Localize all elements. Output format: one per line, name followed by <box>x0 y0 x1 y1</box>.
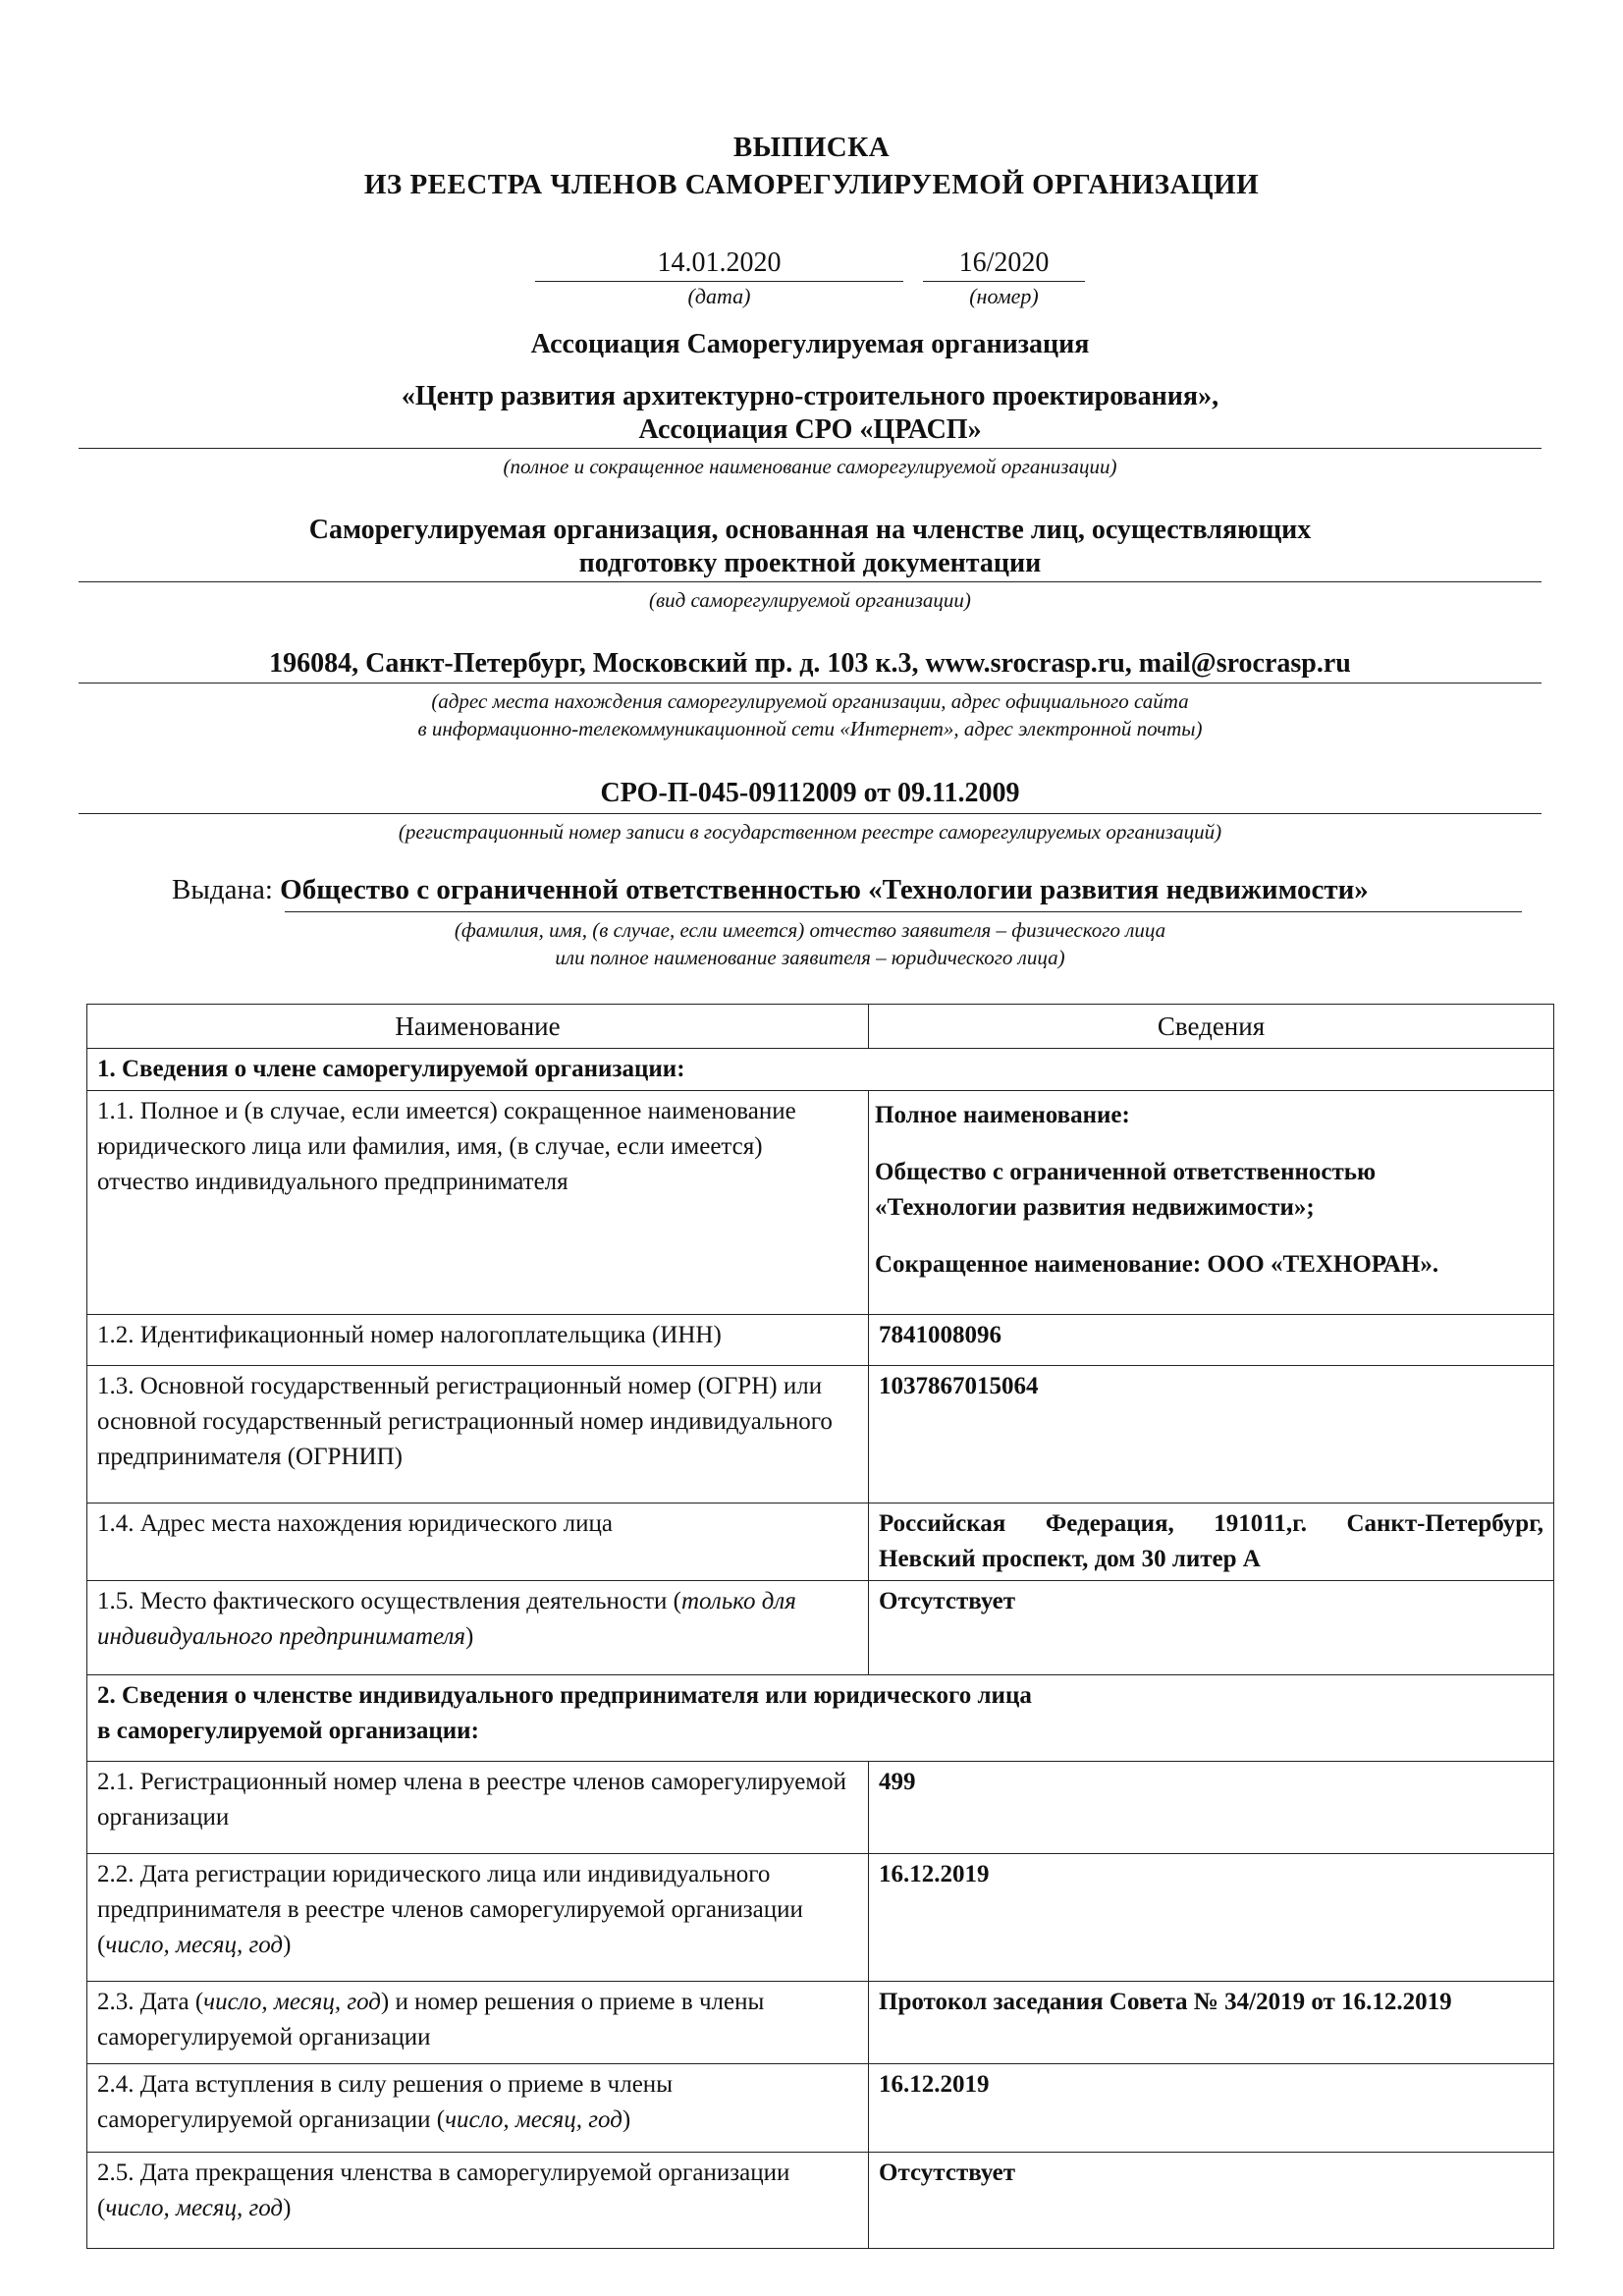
row-1-4-value: Российская Федерация, 191011,г. Санкт-Петербург, Невский проспект, дом 30 литер А <box>869 1503 1554 1581</box>
table-row <box>87 1762 1554 1854</box>
row-2-3-label: 2.3. Дата (число, месяц, год) и номер решения о приеме в члены саморегулируемой организации <box>87 1982 869 2064</box>
document-subtitle: ИЗ РЕЕСТРА ЧЛЕНОВ САМОРЕГУЛИРУЕМОЙ ОРГАНИЗАЦИИ <box>363 169 1260 200</box>
full-name-title: Полное наименование: <box>875 1102 1130 1128</box>
row-2-3-value: Протокол заседания Совета № 34/2019 от 16.12.2019 <box>869 1982 1554 2064</box>
column-header-name: Наименование <box>87 1005 869 1049</box>
row-1-1-value <box>869 1091 1554 1315</box>
table-row <box>87 1366 1554 1503</box>
org-name-line2: «Центр развития архитектурно-строительного проектирования», <box>401 381 1219 411</box>
section-1-heading: 1. Сведения о члене саморегулируемой организации: <box>87 1049 1554 1091</box>
table-row <box>87 2153 1554 2249</box>
row-1-1-label: 1.1. Полное и (в случае, если имеется) сокращенное наименование юридического лица или фамилия, имя, (в случае, если имеется) отчество индивидуального предпринимателя <box>87 1091 869 1315</box>
registry-table <box>86 1004 1554 2249</box>
org-type-line2: подготовку проектной документации <box>578 548 1042 578</box>
row-2-4-label: 2.4. Дата вступления в силу решения о приеме в члены саморегулируемой организации (число, месяц, год) <box>87 2064 869 2153</box>
org-name-line1: Ассоциация Саморегулируемая организация <box>530 329 1090 359</box>
org-type-line1: Саморегулируемая организация, основанная на членстве лиц, осуществляющих <box>308 515 1312 545</box>
table-row <box>87 1503 1554 1581</box>
table-header-row <box>87 1005 1554 1049</box>
org-name-rule <box>79 448 1542 449</box>
org-address-caption-2: в информационно-телекоммуникационной сети «Интернет», адрес электронной почты) <box>417 717 1203 740</box>
date-field <box>535 246 903 309</box>
table-section-row <box>87 1675 1554 1762</box>
issued-value: Общество с ограниченной ответственностью «Технологии развития недвижимости» <box>280 874 1369 905</box>
issued-to <box>172 874 1369 906</box>
table-row <box>87 1091 1554 1315</box>
short-name: Сокращенное наименование: ООО «ТЕХНОРАН». <box>875 1251 1439 1278</box>
number-field <box>923 246 1085 309</box>
row-2-4-value: 16.12.2019 <box>869 2064 1554 2153</box>
table-row <box>87 1315 1554 1366</box>
org-name-caption: (полное и сокращенное наименование саморегулируемой организации) <box>503 455 1117 478</box>
org-address: 196084, Санкт-Петербург, Московский пр. д. 103 к.3, www.srocrasp.ru, mail@srocrasp.ru <box>269 648 1351 679</box>
row-1-5-value: Отсутствует <box>869 1581 1554 1675</box>
row-2-2-value: 16.12.2019 <box>869 1854 1554 1982</box>
table-row <box>87 1581 1554 1675</box>
issued-caption-1: (фамилия, имя, (в случае, если имеется) отчество заявителя – физического лица <box>454 918 1166 942</box>
org-type-caption: (вид саморегулируемой организации) <box>649 588 971 612</box>
row-1-2-label: 1.2. Идентификационный номер налогоплательщика (ИНН) <box>87 1315 869 1366</box>
org-reg-number: СРО-П-045-09112009 от 09.11.2009 <box>600 778 1020 808</box>
section-2-heading: 2. Сведения о членстве индивидуального предпринимателя или юридического лица в саморегулируемой организации: <box>87 1675 1554 1762</box>
org-address-caption-1: (адрес места нахождения саморегулируемой организации, адрес официального сайта <box>431 689 1189 713</box>
row-2-1-value: 499 <box>869 1762 1554 1854</box>
issued-rule <box>285 911 1522 912</box>
org-name-line3: Ассоциация СРО «ЦРАСП» <box>638 414 982 445</box>
document-title: ВЫПИСКА <box>732 132 891 163</box>
issued-label: Выдана: <box>172 874 273 905</box>
row-2-5-value: Отсутствует <box>869 2153 1554 2249</box>
row-1-3-value: 1037867015064 <box>869 1366 1554 1503</box>
org-type-rule <box>79 581 1542 582</box>
number-value: 16/2020 <box>923 246 1085 282</box>
date-value: 14.01.2020 <box>535 246 903 282</box>
org-reg-rule <box>79 813 1542 814</box>
row-2-1-label: 2.1. Регистрационный номер члена в реестре членов саморегулируемой организации <box>87 1762 869 1854</box>
issued-caption-2: или полное наименование заявителя – юридического лица) <box>555 946 1065 969</box>
row-1-3-label: 1.3. Основной государственный регистрационный номер (ОГРН) или основной государственный регистрационный номер индивидуального предпринимателя (ОГРНИП) <box>87 1366 869 1503</box>
table-row <box>87 1982 1554 2064</box>
row-1-5-label: 1.5. Место фактического осуществления деятельности (только для индивидуального предпринимателя) <box>87 1581 869 1675</box>
full-name-line1: Общество с ограниченной ответственностью <box>875 1159 1377 1185</box>
table-row <box>87 2064 1554 2153</box>
row-1-4-label: 1.4. Адрес места нахождения юридического лица <box>87 1503 869 1581</box>
row-2-2-label: 2.2. Дата регистрации юридического лица или индивидуального предпринимателя в реестре членов саморегулируемой организации (число, месяц, год) <box>87 1854 869 1982</box>
table-section-row <box>87 1049 1554 1091</box>
row-2-5-label: 2.5. Дата прекращения членства в саморегулируемой организации (число, месяц, год) <box>87 2153 869 2249</box>
row-1-2-value: 7841008096 <box>869 1315 1554 1366</box>
number-caption: (номер) <box>969 284 1039 308</box>
date-caption: (дата) <box>687 284 751 308</box>
table-row <box>87 1854 1554 1982</box>
column-header-info: Сведения <box>869 1005 1554 1049</box>
full-name-line2: «Технологии развития недвижимости»; <box>875 1194 1315 1221</box>
org-reg-caption: (регистрационный номер записи в государственном реестре саморегулируемых организаций) <box>398 820 1222 844</box>
